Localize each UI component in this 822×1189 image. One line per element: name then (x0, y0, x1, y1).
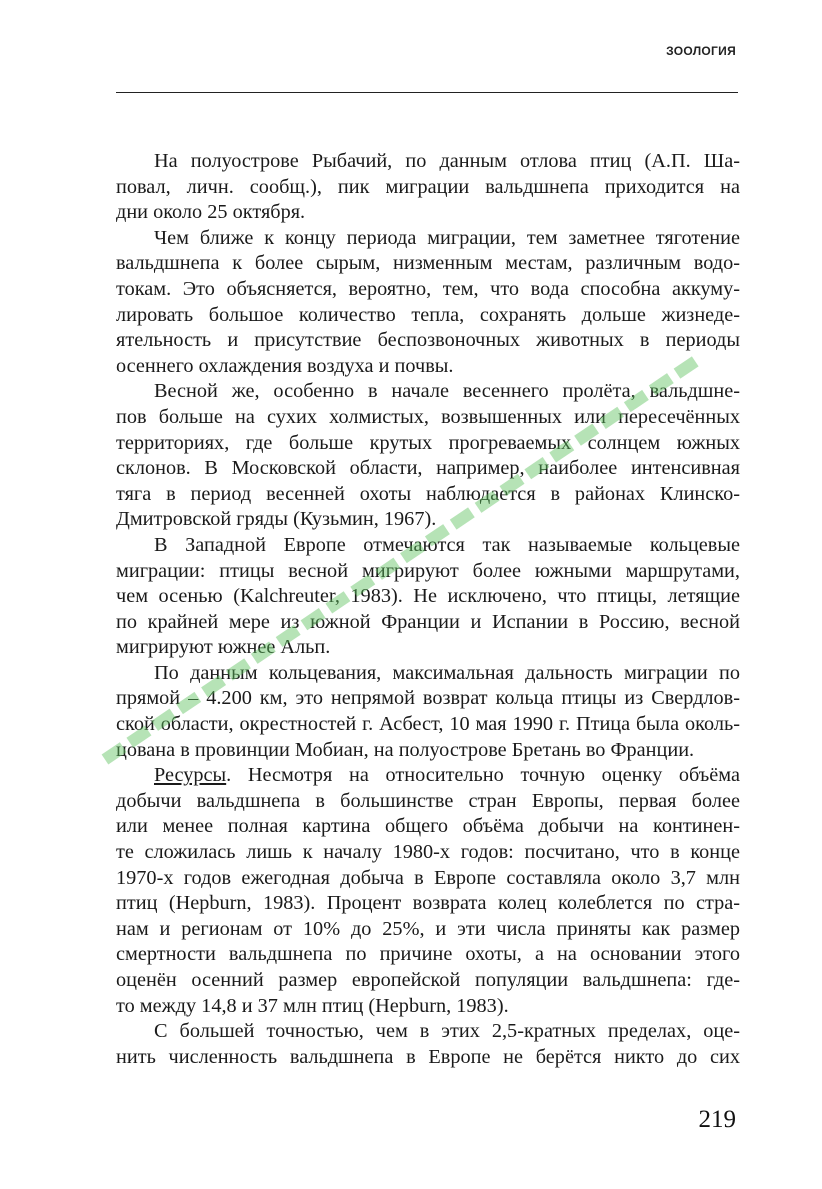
paragraph (116, 379, 740, 533)
text-line: На полуострове Рыбачий, по данным отлова птиц (А.П. Ша- (154, 150, 740, 172)
text-line: нить численность вальдшнепа в Европе не берётся никто до сих (116, 1045, 740, 1068)
text-line: пов больше на сухих холмистых, возвышенных или пересечённых (116, 405, 740, 428)
text-line: территориях, где больше крутых прогреваемых солнцем южных (116, 431, 740, 454)
text-fragment: . Несмотря на относительно точную оценку объёма (226, 764, 740, 787)
text-line: ской области, окрестностей г. Асбест, 10 мая 1990 г. Птица была околь- (116, 713, 740, 736)
text-line: По данным кольцевания, максимальная дальность миграции по (154, 661, 740, 684)
text-line: осеннего охлаждения воздуха и почвы. (116, 354, 454, 377)
text-line: смертности вальдшнепа по причине охоты, а на основании этого (116, 943, 740, 966)
text-line: или менее полная картина общего объёма добычи на континен- (116, 815, 740, 838)
body-text (116, 149, 740, 1070)
paragraph (116, 533, 740, 661)
text-line: 1970-х годов ежегодная добыча в Европе составляла около 3,7 млн (116, 866, 740, 889)
text-line: то между 14,8 и 37 млн птиц (Hepburn, 1983). (116, 994, 509, 1017)
text-line: цована в провинции Мобиан, на полуострове Бретань во Франции. (116, 738, 695, 761)
text-line: мигрируют южнее Альп. (116, 636, 331, 659)
running-header: ЗООЛОГИЯ (666, 44, 736, 58)
paragraph (116, 226, 740, 380)
resources-label: Ресурсы (154, 764, 227, 787)
paragraph (116, 661, 740, 763)
header-rule (116, 92, 738, 93)
text-line: В Западной Европе отмечаются так называемые кольцевые (154, 533, 740, 556)
text-line: миграции: птицы весной мигрируют более южными маршрутами, (116, 559, 740, 582)
paragraph-resources (116, 763, 740, 1019)
text-line: тяга в период весенней охоты наблюдается в районах Клинско- (116, 482, 740, 505)
paragraph (116, 1019, 740, 1070)
paragraph (116, 149, 740, 226)
text-line: оценён осенний размер европейской популяции вальдшнепа: где- (116, 969, 740, 991)
text-line: те сложилась лишь к началу 1980-х годов: посчитано, что в конце (116, 841, 740, 864)
text-line: повал, личн. сообщ.), пик миграции вальдшнепа приходится на (116, 175, 740, 198)
text-line: дни около 25 октября. (116, 201, 306, 224)
text-line: по крайней мере из южной Франции и Испании в Россию, весной (116, 610, 740, 633)
text-line: чем осенью (Kalchreuter, 1983). Не исключено, что птицы, летящие (116, 585, 740, 608)
text-line: токам. Это объясняется, вероятно, тем, что вода способна аккуму- (116, 277, 740, 300)
text-line: вальдшнепа к более сырым, низменным местам, различным водо- (116, 252, 740, 275)
text-line: прямой – 4.200 км, это непрямой возврат кольца птицы из Свердлов- (116, 687, 740, 710)
text-line: С большей точностью, чем в этих 2,5-кратных пределах, оце- (154, 1020, 740, 1043)
text-line: склонов. В Московской области, например, наиболее интенсивная (116, 457, 740, 480)
text-line (116, 763, 740, 789)
text-line: птиц (Hepburn, 1983). Процент возврата колец колеблется по стра- (116, 892, 740, 915)
text-line: добычи вальдшнепа в большинстве стран Европы, первая более (116, 789, 740, 812)
text-line: нам и регионам от 10% до 25%, и эти числа приняты как размер (116, 917, 740, 940)
text-line: лировать большое количество тепла, сохранять дольше жизнеде- (116, 303, 740, 326)
page-number: 219 (698, 1106, 736, 1133)
text-line: Чем ближе к концу периода миграции, тем заметнее тяготение (154, 226, 740, 249)
text-line: Весной же, особенно в начале весеннего пролёта, вальдшне- (154, 380, 740, 403)
text-line: Дмитровской гряды (Кузьмин, 1967). (116, 508, 437, 531)
text-line: ятельность и присутствие беспозвоночных животных в периоды (116, 329, 740, 352)
